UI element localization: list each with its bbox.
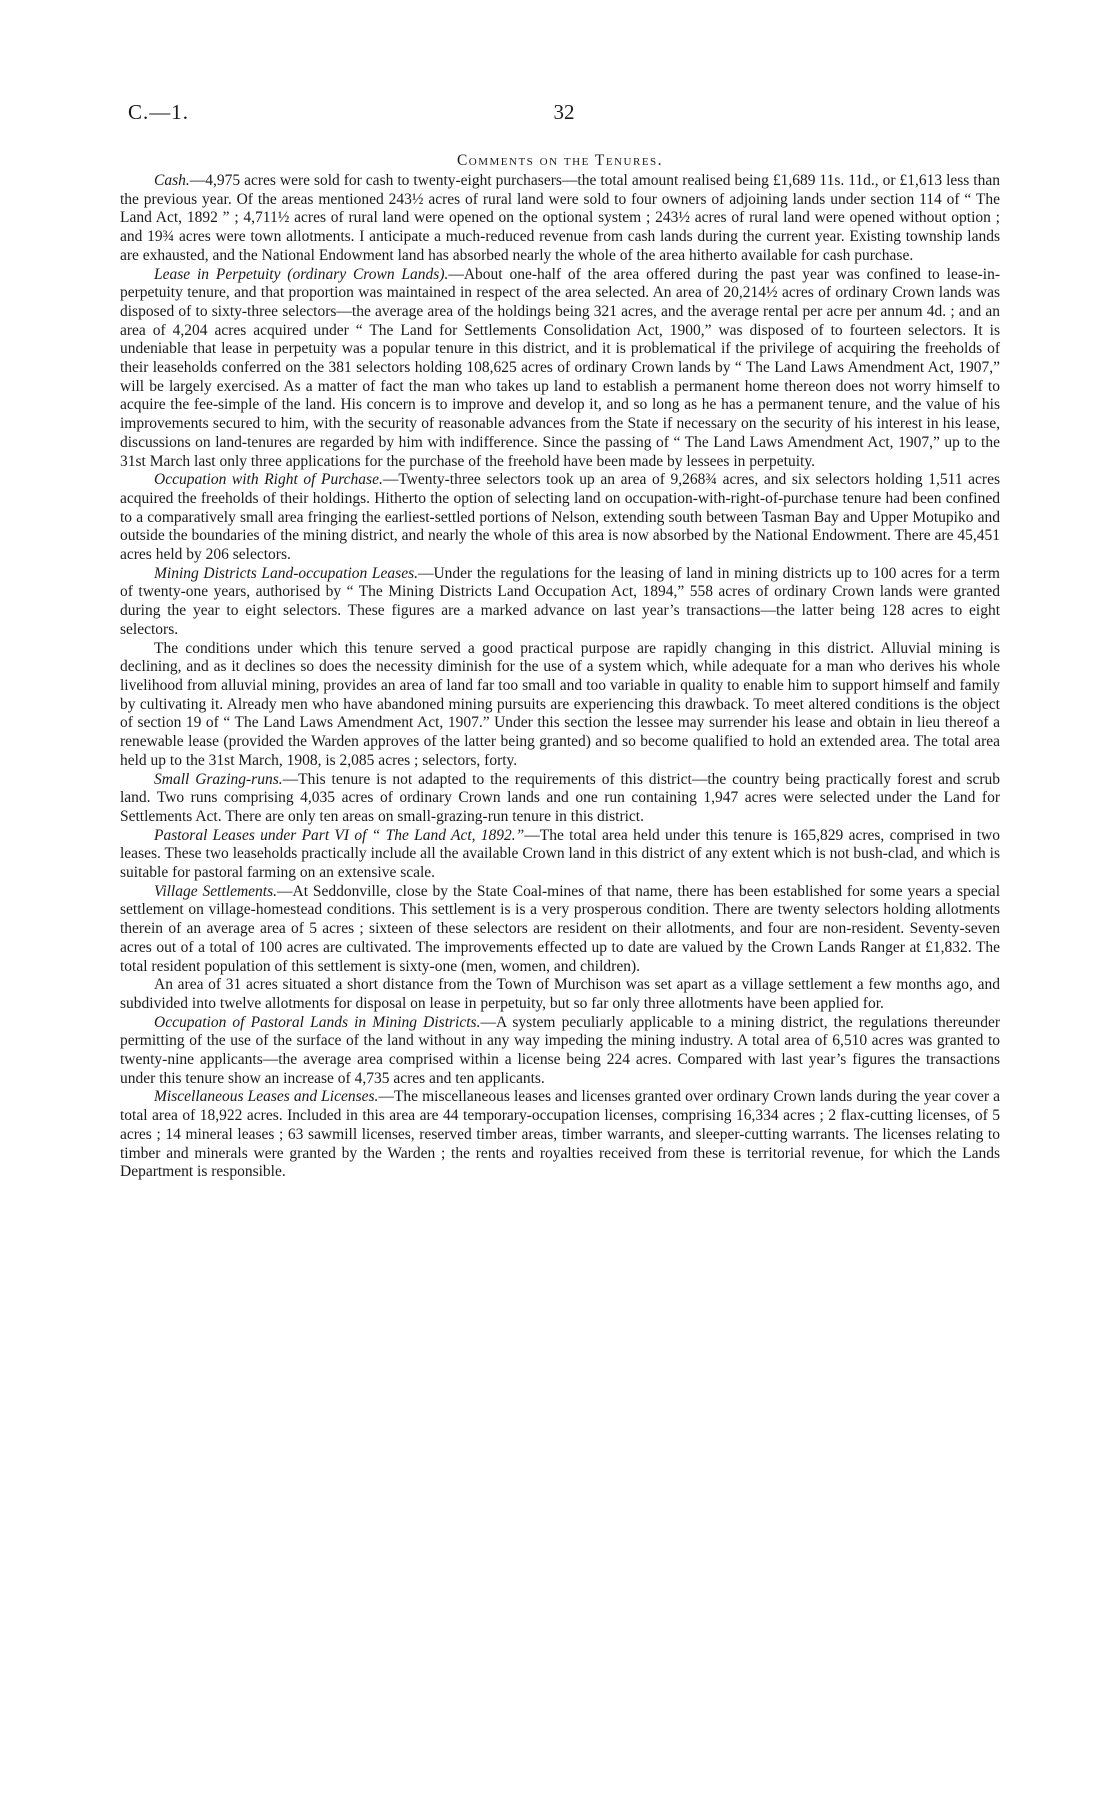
paragraph-small-grazing-runs xyxy=(120,771,1000,827)
paragraph-lead: Mining Districts Land-occupation Leases. xyxy=(154,564,418,582)
page-number: 32 xyxy=(553,100,575,124)
paragraph-text: —Twenty-three selectors took up an area of 9,268¾ acres, and six selectors holding 1,511 acres acquired the freeholds of their holdings. Hitherto the option of selecting land on occupation-with-right-of-purchase tenure had been confined to a comparatively small area fringing the earliest-settled portions of Nelson, extending south between Tasman Bay and Upper Motupiko and outside the boundaries of the mining district, and nearly the whole of this area is now absorbed by the National Endowment. There are 45,451 acres held by 206 selectors. xyxy=(120,471,1000,564)
paragraph-mining-districts-leases xyxy=(120,565,1000,640)
paragraph-village-settlements xyxy=(120,883,1000,977)
paragraph-miscellaneous-leases xyxy=(120,1088,1000,1182)
paragraph-text: —At Seddonville, close by the State Coal-mines of that name, there has been established for some years a special settlement on village-homestead conditions. This settlement is is a very prosperous condition. There are twenty selectors holding allotments therein of an average area of 5 acres ; sixteen of these selectors are resident on their allotments, and four are non-resident. Seventy-seven acres out of a total of 100 acres are cultivated. The improvements effected up to date are valued by the Crown Lands Ranger at £1,832. The total resident population of this settlement is sixty-one (men, women, and children). xyxy=(120,882,1000,975)
paragraph-text: —The miscellaneous leases and licenses granted over ordinary Crown lands during the year cover a total area of 18,922 acres. Included in this area are 44 temporary-occupation licenses, comprising 16,334 acres ; 2 flax-cutting licenses, of 5 acres ; 14 mineral leases ; 63 sawmill licenses, reserved timber areas, timber warrants, and sleeper-cutting warrants. The licenses relating to timber and minerals were granted by the Warden ; the rents and royalties received from these is territorial revenue, for which the Lands Department is responsible. xyxy=(120,1088,1001,1181)
paragraph-pastoral-leases xyxy=(120,827,1000,883)
paragraph-pastoral-mining-districts xyxy=(120,1014,1000,1089)
paragraph-text: —About one-half of the area offered during the past year was confined to lease-in-perpetuity tenure, and that proportion was maintained in respect of the area selected. An area of 20,214½ acres of ordinary Crown lands was disposed of to sixty-three selectors—the average area of the holdings being 321 acres, and the average rental per acre per annum 4d. ; and an area of 4,204 acres acquired under “ The Land for Settlements Consolidation Act, 1900,” was disposed of to fourteen selectors. It is undeniable that lease in perpetuity was a popular tenure in this district, and it is problematical if the privilege of acquiring the freeholds of their leaseholds conferred on the 381 selectors holding 108,625 acres of ordinary Crown lands by “ The Land Laws Amendment Act, 1907,” will be largely exercised. As a matter of fact the man who takes up land to establish a permanent home thereon does not worry himself to acquire the fee-simple of the land. His concern is to improve and develop it, and so long as he has a permanent tenure, and the value of his improvements secured to him, with the security of reasonable advances from the State if necessary on the security of his interest in his lease, discussions on land-tenures are regarded by him with indifference. Since the passing of “ The Land Laws Amendment Act, 1907,” up to the 31st March last only three applications for the purchase of the freehold have been made by lessees in perpetuity. xyxy=(120,265,1000,470)
paragraph-conditions xyxy=(120,640,1000,771)
paragraph-text: The conditions under which this tenure served a good practical purpose are rapidly changing in this district. Alluvial mining is declining, and as it declines so does the necessity diminish for the use of a system which, while adequate for a man who derives his whole livelihood from alluvial mining, provides an area of land far too small and too variable in quality to enable him to support himself and family by cultivating it. Already men who have abandoned mining pursuits are experiencing this drawback. To meet altered conditions is the object of section 19 of “ The Land Laws Amendment Act, 1907.” Under this section the lessee may surrender his lease and obtain in lieu thereof a renewable lease (provided the Warden approves of the latter being granted) and so become qualified to hold an extended area. The total area held up to the 31st March, 1908, is 2,085 acres ; selectors, forty. xyxy=(120,639,1000,769)
paragraph-cash xyxy=(120,172,1000,266)
paragraph-lead: Small Grazing-runs. xyxy=(154,770,283,788)
paragraph-lead: Occupation with Right of Purchase. xyxy=(154,471,383,489)
page-header xyxy=(128,100,1000,130)
paragraph-occupation-right-of-purchase xyxy=(120,471,1000,565)
section-title: Comments on the Tenures. xyxy=(456,152,664,169)
paragraph-lead: Occupation of Pastoral Lands in Mining Districts. xyxy=(154,1013,481,1031)
paragraph-text: —The total area held under this tenure is 165,829 acres, comprised in two leases. These two leaseholds practically include all the available Crown land in this district of any extent which is not bush-clad, and which is suitable for pastoral farming on an extensive scale. xyxy=(120,826,1001,882)
paragraph-lease-in-perpetuity xyxy=(120,266,1000,472)
body-text xyxy=(120,172,1000,1182)
paragraph-text: —Under the regulations for the leasing of land in mining districts up to 100 acres for a term of twenty-one years, authorised by “ The Mining Districts Land Occupation Act, 1894,” 558 acres of ordinary Crown lands were granted during the year to eight selectors. These figures are a marked advance on last year’s transactions—the latter being 128 acres to eight selectors. xyxy=(120,564,1000,638)
paragraph-lead: Pastoral Leases under Part VI of “ The Land Act, 1892.” xyxy=(154,826,525,844)
paragraph-lead: Lease in Perpetuity (ordinary Crown Lands). xyxy=(154,265,449,283)
paragraph-murchison xyxy=(120,976,1000,1013)
paragraph-text: —A system peculiarly applicable to a mining district, the regulations thereunder permitting of the use of the surface of the land without in any way impeding the mining industry. A total area of 6,510 acres was granted to twenty-nine applicants—the average area comprised within a license being 224 acres. Compared with last year’s figures the transactions under this tenure show an increase of 4,735 acres and ten applicants. xyxy=(120,1013,1000,1087)
paragraph-lead: Cash. xyxy=(154,172,190,189)
paragraph-text: An area of 31 acres situated a short distance from the Town of Murchison was set apart as a village settlement a few months ago, and subdivided into twelve allotments for disposal on lease in perpetuity, but so far only three allotments have been applied for. xyxy=(120,976,1000,1012)
document-reference: C.—1. xyxy=(128,100,190,124)
paragraph-text: —4,975 acres were sold for cash to twenty-eight purchasers—the total amount realised being £1,689 11s. 11d., or £1,613 less than the previous year. Of the areas mentioned 243½ acres of rural land were sold to four owners of adjoining lands under section 114 of “ The Land Act, 1892 ” ; 4,711½ acres of rural land were opened on the optional system ; 243½ acres of rural land were opened without option ; and 19¾ acres were town allotments. I anticipate a much-reduced revenue from cash lands during the current year. Existing township lands are exhausted, and the National Endowment land has absorbed nearly the whole of the area hitherto available for cash purchase. xyxy=(120,172,1000,264)
paragraph-lead: Village Settlements. xyxy=(154,882,278,900)
paragraph-lead: Miscellaneous Leases and Licenses. xyxy=(154,1088,379,1106)
paragraph-text: —This tenure is not adapted to the requirements of this district—the country being practically forest and scrub land. Two runs comprising 4,035 acres of ordinary Crown lands and one run containing 1,947 acres were selected under the Land for Settlements Act. There are only ten areas on small-grazing-run tenure in this district. xyxy=(120,770,1000,825)
